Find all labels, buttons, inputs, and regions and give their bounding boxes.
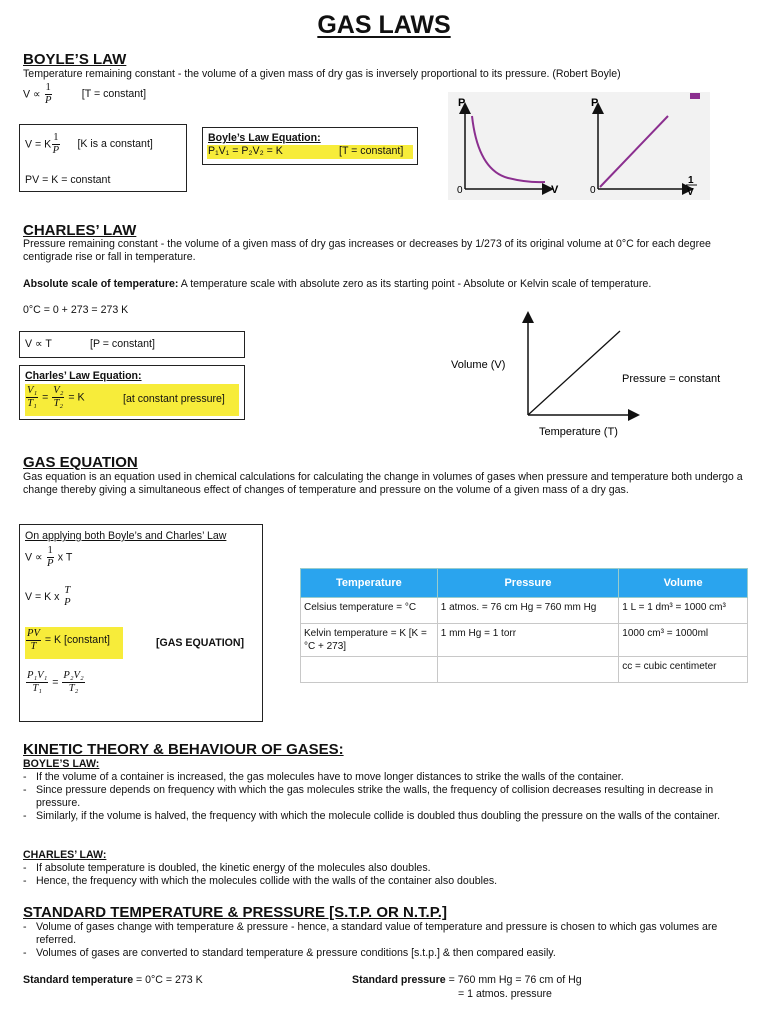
gas-equation-label: [GAS EQUATION] [156, 637, 245, 649]
charles-definition: Pressure remaining constant - the volume of a given mass of dry gas increases or decreases by 1/273 of its original volume at 0°C for each degree centigrade rise or fall in temperature. [23, 238, 711, 263]
charles-equation-box: Charles’ Law Equation: $\frac{\text{V₁}}{\text{T₁}}$ = $\frac{\text{V₂}}{\text{T₂}}$ = K [at constant pressure] [19, 365, 245, 420]
graph2-y-label: P [591, 97, 599, 109]
table-cell [437, 657, 619, 683]
table-cell: 1 mm Hg = 1 torr [437, 624, 619, 657]
boyle-equation-box [202, 127, 418, 165]
list-item: - Volume of gases change with temperature & pressure - hence, a standard value of temperature and pressure is chosen to which gas volumes are referred. [23, 921, 743, 947]
gas-eq-line4: $\frac{\text{P₁V₁}}{\text{T₁}}$ = $\frac{\text{P₂V₂}}{\text{T₂}}$ [27, 670, 84, 694]
boyle-equation: P₁V₁ = P₂V₂ = K [208, 145, 283, 157]
standard-temperature: Standard temperature = 0°C = 273 K [23, 974, 203, 986]
boyle-heading: BOYLE’S LAW [23, 51, 127, 68]
gas-equation-definition: Gas equation is an equation used in chemical calculations for calculating the change in volumes of gases when pressure and temperature both undergo a change thereby giving a simultaneous effect of changes of temperature and pressure on the volume of a given mass of a dry gas. [23, 471, 743, 496]
gas-equation-heading: GAS EQUATION [23, 454, 138, 471]
charles-equation: $\frac{\text{V₁}}{\text{T₁}}$ = $\frac{\text{V₂}}{\text{T₂}}$ = K [27, 385, 85, 409]
list-item: - Similarly, if the volume is halved, the frequency with which the molecule collide is doubled thus doubling the pressure on the walls of the container. [23, 810, 743, 823]
charles-graph [440, 305, 740, 440]
kinetic-heading: KINETIC THEORY & BEHAVIOUR OF GASES: [23, 741, 344, 758]
gas-equation-box-title: On applying both Boyle’s and Charles’ Law [25, 530, 227, 542]
graph1-x-label: V [551, 184, 559, 196]
standard-pressure: Standard pressure = 760 mm Hg = 76 cm of Hg [352, 974, 582, 986]
boyle-pv-constant: PV = K = constant [25, 174, 111, 186]
gas-eq-line3: $\frac{PV}{T}$ = K [constant] [25, 627, 123, 659]
graph2-x-num: 1 [688, 175, 694, 186]
charles-note: Pressure = constant [622, 373, 721, 385]
table-header-row [301, 569, 748, 598]
table-cell: Celsius temperature = °C [301, 598, 438, 624]
graph1-origin: 0 [457, 185, 463, 196]
list-item: - If absolute temperature is doubled, the kinetic energy of the molecules also doubles. [23, 862, 743, 875]
table-cell: cc = cubic centimeter [619, 657, 748, 683]
table-cell: 1 L = 1 dm³ = 1000 cm³ [619, 598, 748, 624]
standard-pressure-atm: = 1 atmos. pressure [458, 988, 552, 1000]
page-title: GAS LAWS [317, 11, 451, 39]
graph2-x-den: V [687, 187, 694, 198]
charles-equation-highlight: $\frac{\text{V₁}}{\text{T₁}}$ = $\frac{\text{V₂}}{\text{T₂}}$ = K [at constant pressure] [25, 384, 239, 416]
absolute-scale: Absolute scale of temperature: A temperature scale with absolute zero as its starting point - Absolute or Kelvin scale of temperature. [23, 278, 652, 290]
boyle-equation-title: Boyle’s Law Equation: [208, 132, 321, 144]
gas-eq-line2: V = K x T P [25, 585, 71, 608]
charles-y-label: Volume (V) [451, 359, 506, 371]
list-item: - If the volume of a container is increased, the gas molecules have to move longer distances to strike the walls of the container. [23, 771, 743, 784]
table-row [301, 598, 748, 624]
units-table [300, 568, 748, 683]
charles-heading: CHARLES’ LAW [23, 222, 137, 239]
table-header: Volume [619, 569, 748, 598]
kinetic-charles-subheading: CHARLES’ LAW: [23, 849, 107, 861]
list-item: - Since pressure depends on frequency with which the gas molecules strike the walls, the frequency of collision decreases resulting in decrease in pressure. [23, 784, 743, 810]
table-cell: 1000 cm³ = 1000ml [619, 624, 748, 657]
table-header: Pressure [437, 569, 619, 598]
gas-eq-line1: V ∝ $\frac{1}{P}$ x T [25, 545, 73, 569]
kinetic-charles-list [23, 862, 743, 888]
table-cell: 1 atmos. = 76 cm Hg = 760 mm Hg [437, 598, 619, 624]
charles-relation-box: V ∝ T [P = constant] [19, 331, 245, 358]
boyle-constant-box: V = K $\frac{1}{P}$ [K is a constant] PV = K = constant [19, 124, 187, 192]
list-item: - Volumes of gases are converted to standard temperature & pressure conditions [s.t.p.] & then compared easily. [23, 947, 743, 960]
boyle-relation: V ∝ $\frac{1}{P}$ [T = constant] [23, 82, 147, 106]
table-cell [301, 657, 438, 683]
table-row [301, 624, 748, 657]
kelvin-conversion: 0°C = 0 + 273 = 273 K [23, 304, 129, 316]
list-item: - Hence, the frequency with which the molecules collide with the walls of the container also doubles. [23, 875, 743, 888]
boyle-definition: Temperature remaining constant - the volume of a given mass of dry gas is inversely proportional to its pressure. (Robert Boyle) [23, 68, 621, 80]
kinetic-boyle-list [23, 771, 743, 823]
stp-heading: STANDARD TEMPERATURE & PRESSURE [S.T.P. OR N.T.P.] [23, 904, 447, 921]
table-cell: Kelvin temperature = K [K = °C + 273] [301, 624, 438, 657]
stp-list [23, 921, 743, 960]
table-row [301, 657, 748, 683]
graph2-origin: 0 [590, 185, 596, 196]
graph1-y-label: P [458, 97, 466, 109]
kinetic-boyle-subheading: BOYLE’S LAW: [23, 758, 100, 770]
charles-x-label: Temperature (T) [539, 426, 618, 438]
charles-line [528, 331, 620, 415]
boyle-graphs [448, 92, 710, 200]
table-header: Temperature [301, 569, 438, 598]
gas-equation-box [19, 524, 263, 722]
boyle-equation-highlight: P₁V₁ = P₂V₂ = K [T = constant] [207, 145, 413, 159]
